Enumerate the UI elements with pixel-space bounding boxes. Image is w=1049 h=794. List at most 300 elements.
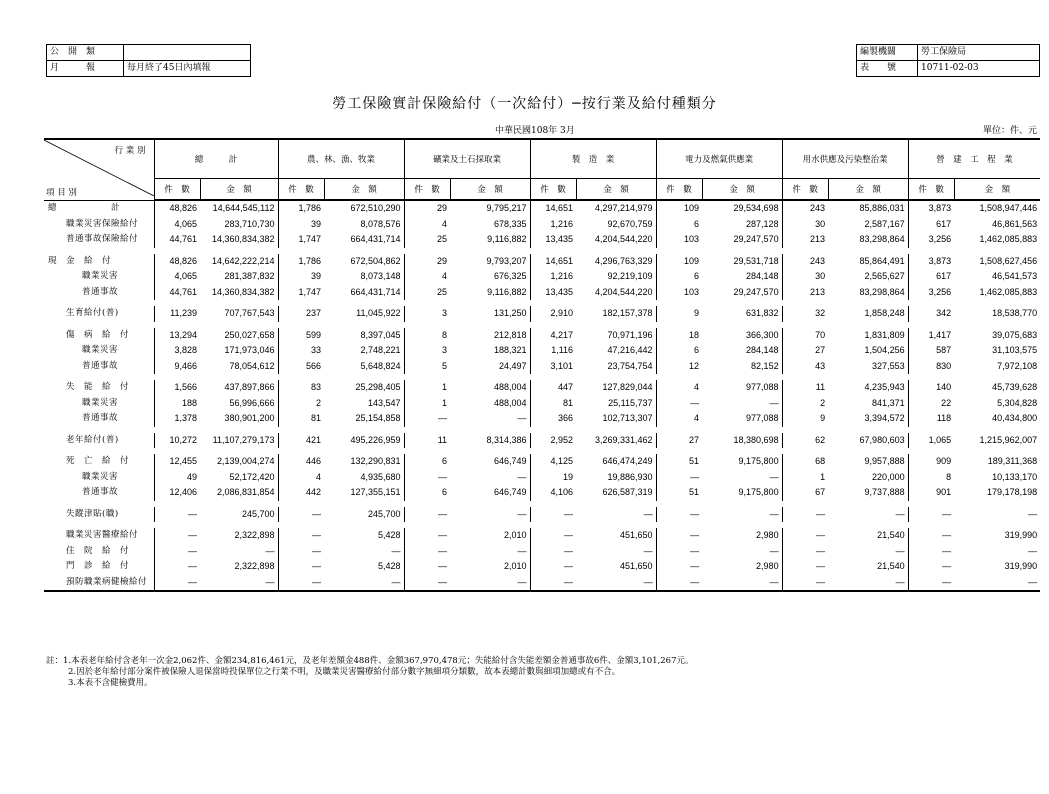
- amount-cell: 245,700: [241, 508, 275, 519]
- amount-cell: 1,508,627,456: [979, 255, 1038, 266]
- table-row: [44, 359, 1040, 375]
- count-header: 件 數: [908, 179, 954, 201]
- amount-cell: 8,078,576: [360, 218, 401, 229]
- amount-cell: —: [200, 575, 278, 592]
- count-cell: 1,216: [530, 269, 576, 285]
- amount-cell: 19,886,930: [607, 471, 653, 482]
- amount-cell: 1,462,085,883: [979, 286, 1038, 297]
- amount-cell: 3,394,572: [864, 413, 905, 424]
- amount-cell: 31,103,575: [992, 345, 1038, 356]
- count-cell: —: [656, 559, 702, 575]
- amount-cell: —: [954, 575, 1040, 592]
- amount-cell: 626,587,319: [602, 487, 653, 498]
- amount-cell: —: [324, 575, 404, 592]
- table-row: [44, 232, 1040, 248]
- row-label: 失蹤津貼(職): [66, 508, 119, 519]
- amount-header: 金 額: [954, 179, 1040, 201]
- public-label: 公 開 類: [47, 45, 124, 61]
- count-cell: —: [154, 559, 200, 575]
- industry-header: 礦業及土石採取業: [404, 139, 530, 179]
- amount-cell: 18,538,770: [992, 308, 1038, 319]
- count-cell: —: [530, 575, 576, 592]
- amount-cell: 220,000: [872, 471, 905, 482]
- count-cell: 2,952: [530, 433, 576, 449]
- count-cell: —: [908, 507, 954, 523]
- count-cell: 27: [782, 343, 828, 359]
- count-header: 件 數: [404, 179, 450, 201]
- table-row: [44, 200, 1040, 217]
- count-cell: 6: [656, 343, 702, 359]
- footnote-line: 註：1.本表老年給付含老年一次金2,062件、金額234,816,461元，及老年差額金488件、金額367,970,478元；失能給付含失能差額金普通事故6件、金額3,101,267元。: [46, 656, 694, 666]
- count-cell: 10,272: [154, 433, 200, 449]
- count-cell: —: [656, 507, 702, 523]
- amount-cell: —: [265, 545, 275, 556]
- count-cell: 13,435: [530, 232, 576, 248]
- count-cell: 447: [530, 380, 576, 396]
- count-cell: 2: [278, 396, 324, 412]
- count-cell: 3,256: [908, 232, 954, 248]
- amount-cell: —: [769, 508, 779, 519]
- count-cell: 14,651: [530, 254, 576, 270]
- benefits-table: [44, 138, 1040, 592]
- amount-cell: 1,831,809: [864, 329, 905, 340]
- row-label: 傷 病 給 付: [66, 329, 130, 340]
- amount-cell: 29,531,718: [733, 255, 779, 266]
- count-cell: 1,216: [530, 217, 576, 233]
- count-cell: —: [278, 559, 324, 575]
- count-cell: 237: [278, 306, 324, 322]
- table-row: [44, 254, 1040, 270]
- footnotes: [46, 656, 694, 689]
- report-label: 月 報: [47, 61, 124, 77]
- count-cell: 81: [278, 411, 324, 427]
- amount-cell: 841,371: [872, 397, 905, 408]
- amount-cell: 92,219,109: [607, 271, 653, 282]
- count-cell: 6: [656, 217, 702, 233]
- industry-header: 用水供應及污染整治業: [782, 139, 908, 179]
- amount-cell: —: [517, 413, 527, 424]
- amount-cell: —: [895, 545, 905, 556]
- count-cell: —: [782, 507, 828, 523]
- count-cell: 39: [278, 217, 324, 233]
- count-cell: 14,651: [530, 200, 576, 217]
- count-cell: —: [404, 575, 450, 592]
- count-cell: 599: [278, 328, 324, 344]
- count-cell: 9,466: [154, 359, 200, 375]
- table-row: [44, 559, 1040, 575]
- count-cell: 6: [404, 485, 450, 501]
- amount-cell: 287,128: [746, 218, 779, 229]
- corner-industry-label: 行 業 別: [114, 146, 146, 156]
- amount-cell: 9,793,207: [486, 255, 527, 266]
- row-label: 普通事故: [82, 360, 119, 371]
- form-no-value: 10711-02-03: [918, 61, 1040, 77]
- count-cell: 830: [908, 359, 954, 375]
- count-cell: 1: [404, 380, 450, 396]
- count-cell: 909: [908, 454, 954, 470]
- count-cell: 3: [404, 343, 450, 359]
- count-cell: 446: [278, 454, 324, 470]
- count-cell: 103: [656, 285, 702, 301]
- count-cell: 3,828: [154, 343, 200, 359]
- amount-cell: 631,832: [746, 308, 779, 319]
- amount-header: 金 額: [702, 179, 782, 201]
- count-cell: 109: [656, 200, 702, 217]
- count-cell: 1,116: [530, 343, 576, 359]
- amount-cell: 646,749: [494, 456, 527, 467]
- count-header: 件 數: [530, 179, 576, 201]
- amount-header: 金 額: [450, 179, 530, 201]
- count-cell: 118: [908, 411, 954, 427]
- table-row: [44, 433, 1040, 449]
- amount-cell: 2,587,167: [864, 218, 905, 229]
- count-cell: —: [656, 396, 702, 412]
- amount-cell: 70,971,196: [607, 329, 653, 340]
- amount-cell: 495,226,959: [350, 434, 401, 445]
- count-cell: 2: [782, 396, 828, 412]
- amount-cell: 5,428: [378, 561, 401, 572]
- count-cell: 51: [656, 485, 702, 501]
- count-cell: 566: [278, 359, 324, 375]
- amount-cell: 9,957,888: [864, 456, 905, 467]
- table-row: [44, 507, 1040, 523]
- count-cell: —: [782, 544, 828, 560]
- count-cell: 587: [908, 343, 954, 359]
- amount-cell: 1,462,085,883: [979, 234, 1038, 245]
- count-cell: —: [278, 507, 324, 523]
- count-cell: 901: [908, 485, 954, 501]
- footnote-line: 3.本表不含健檢費用。: [68, 678, 153, 688]
- amount-cell: 1,858,248: [864, 308, 905, 319]
- amount-cell: 4,296,763,329: [595, 255, 653, 266]
- amount-cell: 2,010: [504, 561, 527, 572]
- count-cell: 366: [530, 411, 576, 427]
- unit-label: 單位：件、元: [982, 126, 1037, 136]
- amount-cell: 8,397,045: [360, 329, 401, 340]
- count-cell: —: [154, 528, 200, 544]
- table-row: [44, 343, 1040, 359]
- count-cell: 4,217: [530, 328, 576, 344]
- count-cell: —: [908, 575, 954, 592]
- count-cell: 4: [404, 217, 450, 233]
- count-cell: —: [908, 559, 954, 575]
- amount-cell: 82,152: [751, 360, 779, 371]
- count-cell: 3,256: [908, 285, 954, 301]
- amount-cell: —: [517, 508, 527, 519]
- row-label: 死 亡 給 付: [66, 456, 130, 467]
- amount-cell: 83,298,864: [859, 234, 905, 245]
- count-cell: 442: [278, 485, 324, 501]
- count-cell: 421: [278, 433, 324, 449]
- count-cell: 6: [404, 454, 450, 470]
- count-cell: 109: [656, 254, 702, 270]
- amount-cell: 319,990: [1004, 530, 1038, 541]
- count-header: 件 數: [154, 179, 200, 201]
- amount-cell: 672,504,862: [350, 255, 401, 266]
- amount-cell: 4,935,680: [360, 471, 401, 482]
- count-cell: 12: [656, 359, 702, 375]
- row-label: 職業災害: [82, 397, 119, 408]
- amount-cell: 2,139,004,274: [216, 456, 275, 467]
- count-cell: —: [908, 544, 954, 560]
- amount-cell: 10,133,170: [992, 471, 1038, 482]
- amount-cell: 11,107,279,173: [212, 434, 275, 445]
- count-cell: 11,239: [154, 306, 200, 322]
- row-label: 門 診 給 付: [66, 561, 130, 572]
- table-corner: [44, 139, 154, 200]
- amount-cell: 85,864,491: [859, 255, 905, 266]
- row-label: 職業災害保險給付: [66, 218, 139, 229]
- count-cell: 1: [404, 396, 450, 412]
- row-label: 職業災害: [82, 345, 119, 356]
- corner-item-label: 項 目 別: [46, 187, 77, 198]
- count-cell: 1,747: [278, 232, 324, 248]
- amount-cell: —: [1028, 508, 1038, 519]
- row-label: 現 金 給 付: [48, 255, 112, 266]
- table-row: [44, 485, 1040, 501]
- count-header: 件 數: [782, 179, 828, 201]
- table-row: [44, 285, 1040, 301]
- amount-cell: 25,154,858: [355, 413, 401, 424]
- amount-cell: 131,250: [494, 308, 527, 319]
- amount-cell: 4,204,544,220: [595, 234, 653, 245]
- industry-header: 營 建 工 程 業: [908, 139, 1040, 179]
- amount-cell: 451,650: [620, 561, 653, 572]
- count-cell: 49: [154, 470, 200, 486]
- amount-cell: 977,088: [746, 382, 779, 393]
- amount-cell: 2,980: [756, 530, 779, 541]
- amount-cell: 21,540: [877, 530, 905, 541]
- count-cell: 12,455: [154, 454, 200, 470]
- amount-cell: 1,508,947,446: [979, 203, 1038, 214]
- count-cell: —: [154, 507, 200, 523]
- count-cell: 33: [278, 343, 324, 359]
- amount-cell: 171,973,046: [224, 345, 275, 356]
- amount-cell: —: [517, 545, 527, 556]
- amount-cell: —: [576, 575, 656, 592]
- amount-cell: —: [895, 508, 905, 519]
- count-cell: 18: [656, 328, 702, 344]
- count-cell: 3,101: [530, 359, 576, 375]
- count-cell: 9: [782, 411, 828, 427]
- amount-cell: 3,269,331,462: [595, 434, 653, 445]
- count-cell: 4: [656, 411, 702, 427]
- count-cell: —: [278, 528, 324, 544]
- amount-cell: 676,325: [494, 271, 527, 282]
- public-value: [124, 45, 251, 61]
- amount-cell: 1,215,962,007: [979, 434, 1038, 445]
- count-cell: —: [530, 544, 576, 560]
- amount-cell: 14,644,545,112: [212, 203, 275, 214]
- amount-cell: 7,972,108: [997, 360, 1038, 371]
- count-cell: 3,873: [908, 200, 954, 217]
- count-cell: 103: [656, 232, 702, 248]
- count-cell: —: [656, 544, 702, 560]
- count-cell: —: [656, 575, 702, 592]
- amount-cell: 245,700: [367, 508, 401, 519]
- count-cell: 617: [908, 269, 954, 285]
- count-cell: 13,294: [154, 328, 200, 344]
- amount-cell: 29,247,570: [733, 286, 779, 297]
- count-cell: 4,125: [530, 454, 576, 470]
- count-cell: —: [656, 470, 702, 486]
- row-label: 職業災害: [82, 271, 119, 282]
- count-cell: 6: [656, 269, 702, 285]
- amount-cell: 11,045,922: [356, 308, 401, 319]
- count-cell: 83: [278, 380, 324, 396]
- row-label: 生育給付(普): [66, 308, 119, 319]
- industry-header: 總 計: [154, 139, 278, 179]
- count-cell: 1,065: [908, 433, 954, 449]
- table-row: [44, 470, 1040, 486]
- amount-cell: 29,247,570: [733, 234, 779, 245]
- amount-cell: 4,235,943: [864, 382, 905, 393]
- amount-cell: 83,298,864: [859, 286, 905, 297]
- table-row: [44, 380, 1040, 396]
- row-label: 住 院 給 付: [66, 545, 130, 556]
- count-cell: 4: [278, 470, 324, 486]
- amount-cell: 127,829,044: [602, 382, 653, 393]
- count-cell: 11: [404, 433, 450, 449]
- amount-cell: 179,178,198: [987, 487, 1038, 498]
- count-cell: —: [782, 559, 828, 575]
- amount-cell: 4,204,544,220: [595, 286, 653, 297]
- amount-cell: 40,434,800: [992, 413, 1038, 424]
- count-cell: 13,435: [530, 285, 576, 301]
- amount-header: 金 額: [200, 179, 278, 201]
- count-cell: —: [404, 544, 450, 560]
- count-cell: 8: [404, 328, 450, 344]
- amount-cell: 182,157,378: [602, 308, 653, 319]
- count-cell: 243: [782, 200, 828, 217]
- amount-cell: 14,642,222,214: [211, 255, 275, 266]
- amount-cell: 283,710,730: [224, 218, 275, 229]
- table-row: [44, 328, 1040, 344]
- count-cell: 4: [404, 269, 450, 285]
- amount-cell: 9,116,882: [487, 286, 527, 297]
- amount-cell: —: [769, 471, 779, 482]
- agency-value: 勞工保險局: [918, 45, 1040, 61]
- count-cell: —: [530, 528, 576, 544]
- amount-cell: —: [450, 575, 530, 592]
- count-header: 件 數: [278, 179, 324, 201]
- count-cell: —: [404, 411, 450, 427]
- count-cell: 70: [782, 328, 828, 344]
- amount-cell: 67,980,603: [859, 434, 905, 445]
- amount-cell: —: [828, 575, 908, 592]
- amount-header: 金 額: [828, 179, 908, 201]
- count-cell: —: [782, 528, 828, 544]
- row-label: 普通事故: [82, 286, 119, 297]
- count-cell: 3: [404, 306, 450, 322]
- row-label: 失 能 給 付: [66, 382, 130, 393]
- count-cell: 25: [404, 285, 450, 301]
- count-cell: —: [404, 528, 450, 544]
- amount-header: 金 額: [324, 179, 404, 201]
- amount-cell: 488,004: [494, 397, 527, 408]
- amount-cell: 2,010: [504, 530, 527, 541]
- count-cell: 4,065: [154, 217, 200, 233]
- count-cell: 4,065: [154, 269, 200, 285]
- amount-cell: 8,314,386: [486, 434, 527, 445]
- amount-cell: 4,297,214,979: [595, 203, 653, 214]
- amount-cell: 102,713,307: [602, 413, 653, 424]
- industry-header: 製 造 業: [530, 139, 656, 179]
- amount-cell: 39,075,683: [992, 329, 1038, 340]
- amount-cell: 46,861,563: [992, 218, 1038, 229]
- count-cell: —: [278, 575, 324, 592]
- report-period: 中華民國108年 3月: [495, 126, 575, 136]
- count-cell: 32: [782, 306, 828, 322]
- amount-cell: 281,387,832: [224, 271, 275, 282]
- amount-cell: 9,737,888: [864, 487, 905, 498]
- count-cell: 1,747: [278, 285, 324, 301]
- amount-cell: 664,431,714: [350, 286, 401, 297]
- row-label: 普通事故保險給付: [66, 234, 139, 245]
- count-cell: 2,910: [530, 306, 576, 322]
- count-cell: 30: [782, 269, 828, 285]
- count-cell: 43: [782, 359, 828, 375]
- amount-cell: 366,300: [746, 329, 779, 340]
- count-cell: 19: [530, 470, 576, 486]
- row-label: 職業災害醫療給付: [66, 530, 139, 541]
- amount-cell: 250,027,658: [224, 329, 275, 340]
- table-row: [44, 411, 1040, 427]
- amount-cell: —: [769, 545, 779, 556]
- count-cell: 67: [782, 485, 828, 501]
- count-cell: 51: [656, 454, 702, 470]
- amount-cell: 29,534,698: [733, 203, 779, 214]
- amount-cell: 9,116,882: [487, 234, 527, 245]
- header-left-box: [46, 44, 251, 77]
- footnote-line: 2.因於老年給付部分案件被保險人退保當時投保單位之行業不明，及職業災害醫療給付部分數字無細項分類數，故本表總計數與細項加總或有不合。: [68, 667, 621, 677]
- amount-cell: 488,004: [494, 382, 527, 393]
- amount-cell: 23,754,754: [607, 360, 653, 371]
- row-label: 老年給付(普): [66, 434, 119, 445]
- amount-cell: 646,474,249: [602, 456, 653, 467]
- amount-cell: —: [1028, 545, 1038, 556]
- count-cell: —: [154, 575, 200, 592]
- count-cell: 188: [154, 396, 200, 412]
- amount-cell: 92,670,759: [607, 218, 653, 229]
- amount-cell: —: [643, 545, 653, 556]
- count-cell: —: [404, 559, 450, 575]
- count-cell: 81: [530, 396, 576, 412]
- table-row: [44, 217, 1040, 233]
- count-cell: —: [782, 575, 828, 592]
- amount-cell: 127,355,151: [350, 487, 401, 498]
- row-label: 總 計: [48, 203, 121, 213]
- count-cell: 1: [782, 470, 828, 486]
- amount-cell: 2,086,831,854: [216, 487, 275, 498]
- amount-cell: 52,172,420: [229, 471, 275, 482]
- header-right-box: [856, 44, 1040, 77]
- count-cell: 22: [908, 396, 954, 412]
- industry-header: 農、林、漁、牧業: [278, 139, 404, 179]
- count-cell: —: [404, 507, 450, 523]
- row-label: 預防職業病健檢給付: [44, 575, 154, 592]
- table-row: [44, 528, 1040, 544]
- amount-cell: 25,115,737: [608, 397, 653, 408]
- count-cell: 342: [908, 306, 954, 322]
- amount-cell: 327,553: [872, 360, 905, 371]
- amount-cell: 451,650: [620, 530, 653, 541]
- industry-header: 電力及燃氣供應業: [656, 139, 782, 179]
- count-cell: 243: [782, 254, 828, 270]
- amount-cell: 85,886,031: [859, 203, 905, 214]
- amount-cell: 5,304,828: [997, 397, 1038, 408]
- count-cell: 30: [782, 217, 828, 233]
